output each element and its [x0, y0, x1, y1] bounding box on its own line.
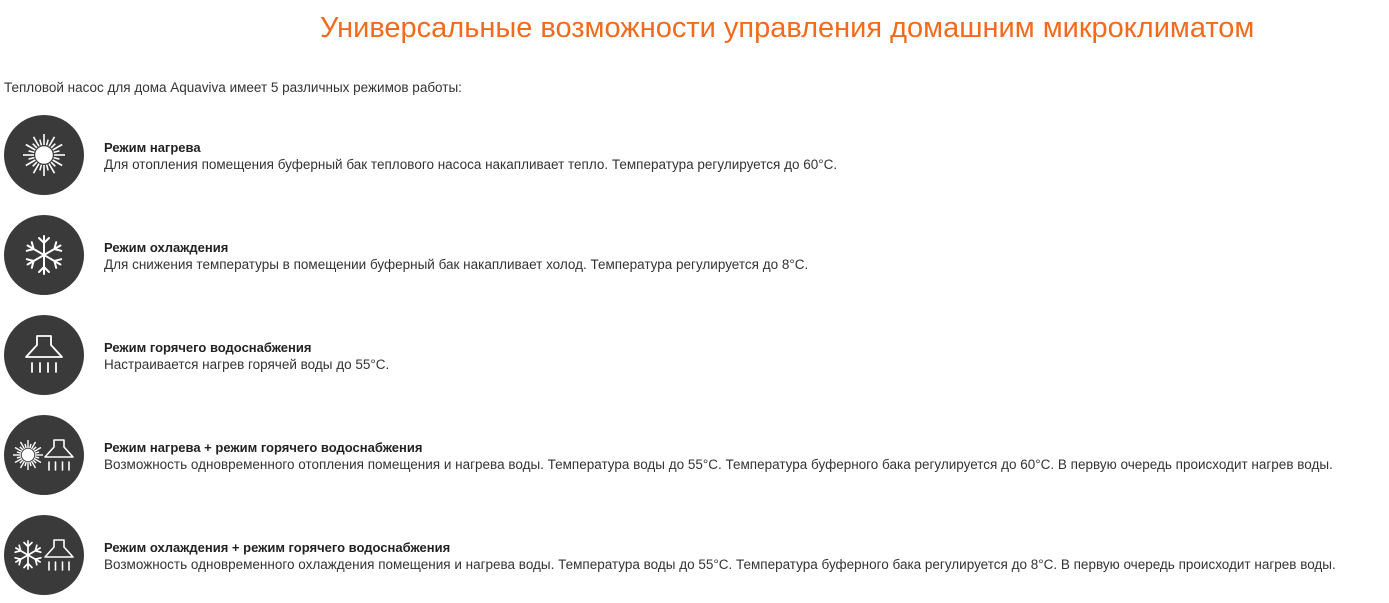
mode-hot-water [4, 315, 1389, 395]
mode-description: Возможность одновременного отопления помещения и нагрева воды. Температура воды до 55°C. Температура буферного бака регулируется до 60°C. В первую очередь происходит нагрев воды. [104, 457, 1333, 472]
mode-title: Режим нагрева + режим горячего водоснабжения [104, 440, 423, 455]
mode-cooling [4, 215, 1389, 295]
mode-heating [4, 115, 1389, 195]
mode-title: Режим нагрева [104, 140, 201, 155]
mode-cooling-hot-water [4, 515, 1389, 595]
mode-description: Для отопления помещения буферный бак теплового насоса накапливает тепло. Температура регулируется до 60°C. [104, 157, 838, 172]
page-title: Универсальные возможности управления домашним микроклиматом [320, 12, 1255, 44]
sun-shower-icon [4, 415, 84, 495]
mode-heating-hot-water [4, 415, 1389, 495]
mode-title: Режим охлаждения [104, 240, 229, 255]
shower-icon [4, 315, 84, 395]
mode-description: Для снижения температуры в помещении буферный бак накапливает холод. Температура регулируется до 8°C. [104, 257, 809, 272]
snowflake-icon [4, 215, 84, 295]
mode-description: Настраивается нагрев горячей воды до 55°C. [104, 357, 390, 372]
sun-icon [4, 115, 84, 195]
mode-title: Режим охлаждения + режим горячего водоснабжения [104, 540, 451, 555]
intro-text: Тепловой насос для дома Aquaviva имеет 5 различных режимов работы: [4, 80, 462, 95]
snowflake-shower-icon [4, 515, 84, 595]
mode-title: Режим горячего водоснабжения [104, 340, 312, 355]
mode-description: Возможность одновременного охлаждения помещения и нагрева воды. Температура воды до 55°C. Температура буферного бака регулируется до 8°C. В первую очередь происходит нагрев воды. [104, 557, 1336, 572]
